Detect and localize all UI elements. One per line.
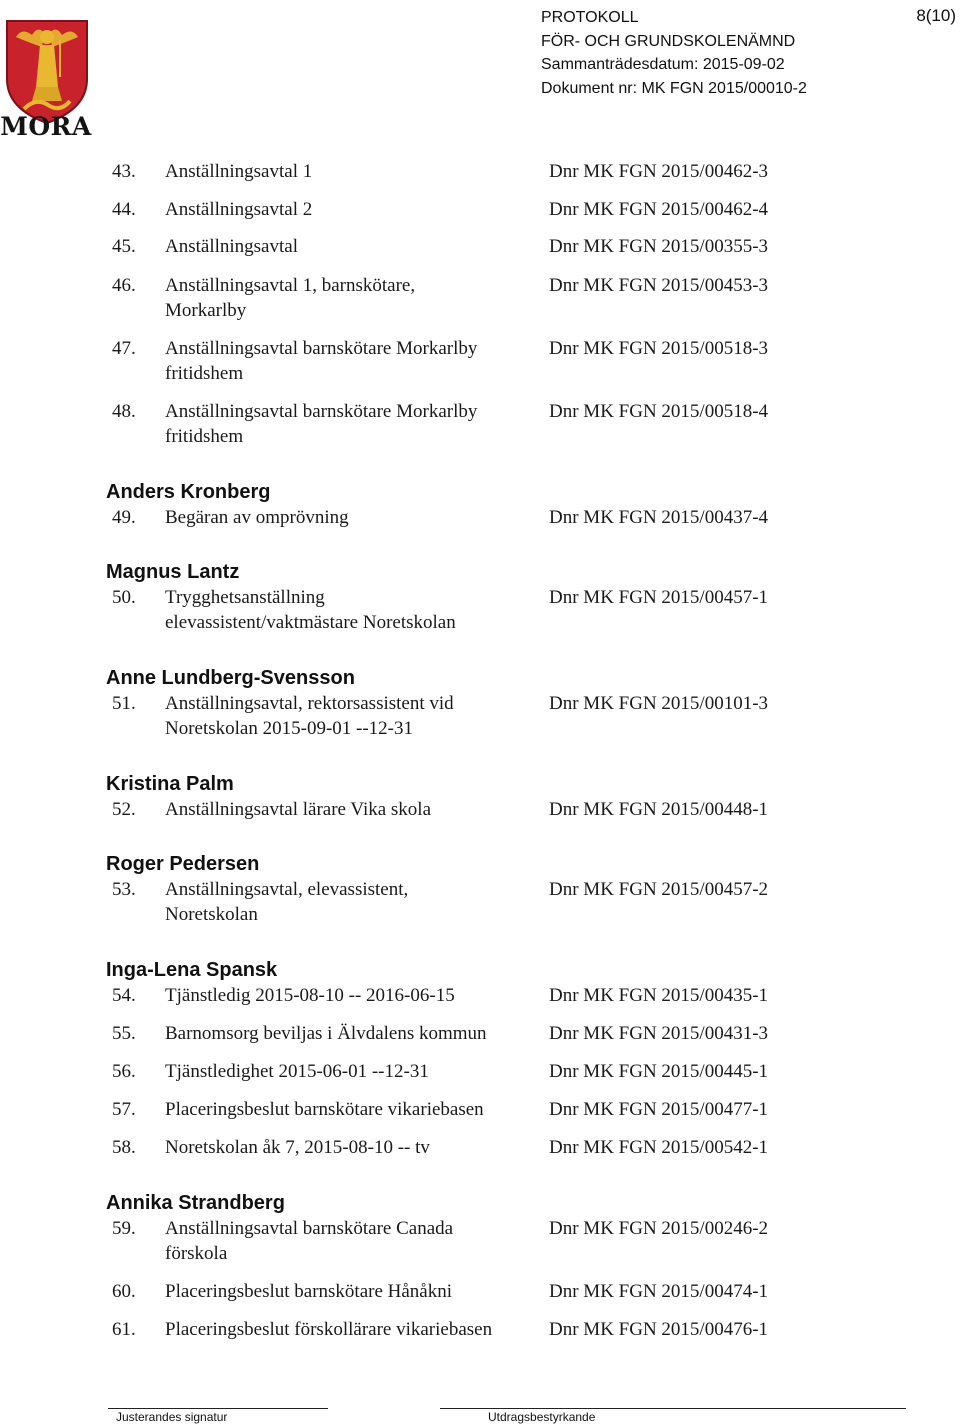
item-dnr: Dnr MK FGN 2015/00453-3 (549, 275, 769, 296)
section-heading: Inga-Lena Spansk (106, 959, 278, 981)
item-title: Barnomsorg beviljas i Älvdalens kommun (165, 1023, 487, 1044)
meeting-date: Sammanträdesdatum: 2015-09-02 (541, 56, 785, 73)
item-dnr: Dnr MK FGN 2015/00445-1 (549, 1061, 769, 1082)
item-dnr: Dnr MK FGN 2015/00462-4 (549, 199, 769, 220)
item-title: Begäran av omprövning (165, 507, 349, 528)
page-number: 8(10) (916, 6, 956, 25)
section-heading: Anne Lundberg-Svensson (106, 667, 355, 689)
item-dnr: Dnr MK FGN 2015/00435-1 (549, 985, 769, 1006)
item-title: Placeringsbeslut barnskötare Hånåkni (165, 1281, 453, 1302)
item-dnr: Dnr MK FGN 2015/00476-1 (549, 1319, 769, 1340)
signature-line (108, 1408, 328, 1409)
item-number: 43. (112, 161, 136, 182)
item-title: Tjänstledig 2015-08-10 -- 2016-06-15 (165, 985, 455, 1006)
section-heading: Magnus Lantz (106, 561, 240, 583)
item-title: Noretskolan åk 7, 2015-08-10 -- tv (165, 1137, 430, 1158)
item-number: 56. (112, 1061, 136, 1082)
item-dnr: Dnr MK FGN 2015/00462-3 (549, 161, 769, 182)
item-dnr: Dnr MK FGN 2015/00518-3 (549, 338, 769, 359)
item-number: 59. (112, 1218, 136, 1239)
item-number: 50. (112, 587, 136, 608)
item-dnr: Dnr MK FGN 2015/00474-1 (549, 1281, 769, 1302)
item-number: 52. (112, 799, 136, 820)
item-dnr: Dnr MK FGN 2015/00355-3 (549, 236, 769, 257)
item-number: 45. (112, 236, 136, 257)
item-title: Anställningsavtal barnskötare Canada förskola (165, 1218, 454, 1264)
document-header (541, 6, 807, 100)
item-dnr: Dnr MK FGN 2015/00457-2 (549, 879, 769, 900)
item-title: Anställningsavtal (165, 236, 298, 257)
item-title: Trygghetsanställning elevassistent/vaktmästare Noretskolan (165, 587, 456, 633)
item-number: 57. (112, 1099, 136, 1120)
item-dnr: Dnr MK FGN 2015/00518-4 (549, 401, 769, 422)
section-heading: Anders Kronberg (106, 481, 271, 503)
item-number: 44. (112, 199, 136, 220)
section-heading: Roger Pedersen (106, 853, 260, 875)
logo-text: MORA (0, 112, 92, 141)
item-number: 49. (112, 507, 136, 528)
item-number: 53. (112, 879, 136, 900)
item-dnr: Dnr MK FGN 2015/00542-1 (549, 1137, 769, 1158)
item-title: Anställningsavtal barnskötare Morkarlby fritidshem (165, 401, 478, 447)
section-heading: Kristina Palm (106, 773, 234, 795)
item-title: Anställningsavtal, rektorsassistent vid Noretskolan 2015-09-01 --12-31 (165, 693, 454, 739)
item-title: Anställningsavtal, elevassistent, Noretskolan (165, 879, 409, 925)
item-dnr: Dnr MK FGN 2015/00457-1 (549, 587, 769, 608)
item-dnr: Dnr MK FGN 2015/00477-1 (549, 1099, 769, 1120)
item-title: Anställningsavtal 2 (165, 199, 313, 220)
section-heading: Annika Strandberg (106, 1192, 285, 1214)
item-number: 46. (112, 275, 136, 296)
item-title: Anställningsavtal 1 (165, 161, 313, 182)
item-number: 51. (112, 693, 136, 714)
item-number: 54. (112, 985, 136, 1006)
item-number: 55. (112, 1023, 136, 1044)
signature-label: Justerandes signatur (116, 1410, 228, 1424)
item-title: Placeringsbeslut förskollärare vikariebasen (165, 1319, 493, 1340)
extract-label: Utdragsbestyrkande (488, 1410, 596, 1424)
item-number: 48. (112, 401, 136, 422)
item-title: Anställningsavtal 1, barnskötare, Morkarlby (165, 275, 416, 321)
item-title: Tjänstledighet 2015-06-01 --12-31 (165, 1061, 429, 1082)
item-dnr: Dnr MK FGN 2015/00448-1 (549, 799, 769, 820)
extract-line (440, 1408, 906, 1409)
item-number: 60. (112, 1281, 136, 1302)
item-number: 47. (112, 338, 136, 359)
item-title: Anställningsavtal lärare Vika skola (165, 799, 432, 820)
protocol-label: PROTOKOLL (541, 9, 639, 26)
item-title: Anställningsavtal barnskötare Morkarlby fritidshem (165, 338, 478, 384)
item-dnr: Dnr MK FGN 2015/00431-3 (549, 1023, 769, 1044)
item-title: Placeringsbeslut barnskötare vikariebasen (165, 1099, 484, 1120)
item-dnr: Dnr MK FGN 2015/00437-4 (549, 507, 769, 528)
item-number: 58. (112, 1137, 136, 1158)
item-dnr: Dnr MK FGN 2015/00246-2 (549, 1218, 769, 1239)
document-number: Dokument nr: MK FGN 2015/00010-2 (541, 79, 807, 97)
item-dnr: Dnr MK FGN 2015/00101-3 (549, 693, 769, 714)
item-number: 61. (112, 1319, 136, 1340)
board-name: FÖR- OCH GRUNDSKOLENÄMND (541, 32, 796, 50)
